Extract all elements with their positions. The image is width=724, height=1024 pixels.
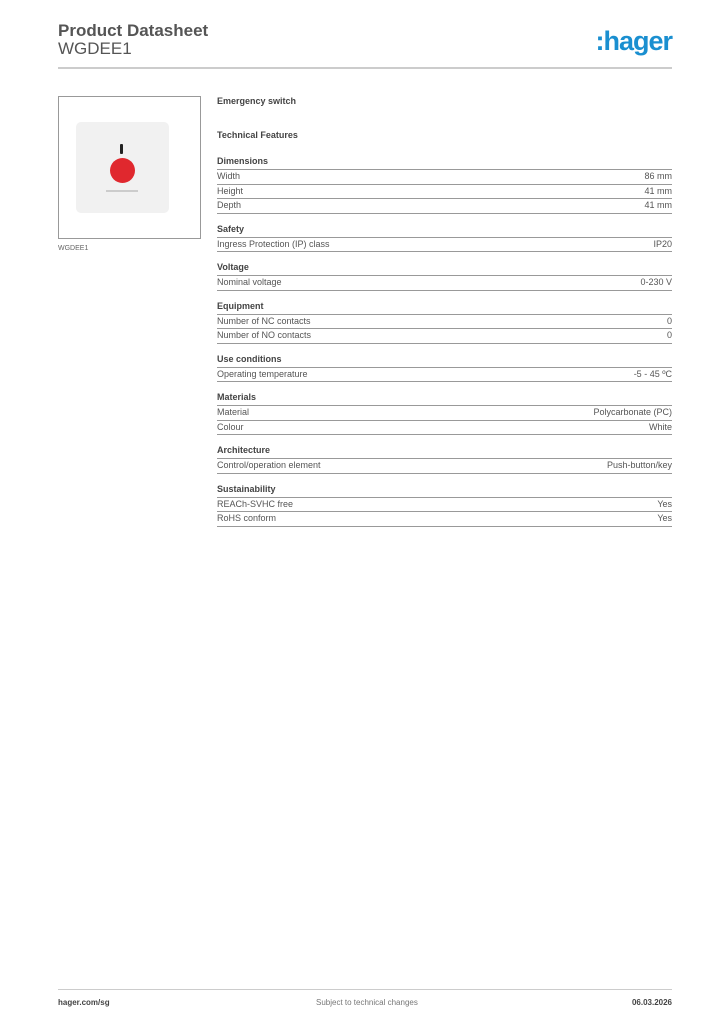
spec-label: Number of NO contacts bbox=[217, 330, 312, 340]
spec-label: REACh-SVHC free bbox=[217, 498, 294, 509]
spec-label: Operating temperature bbox=[217, 368, 308, 379]
spec-value: 86 mm bbox=[644, 171, 672, 181]
section-title: Safety bbox=[217, 223, 672, 238]
spec-value: 0 bbox=[666, 330, 672, 340]
spec-value: IP20 bbox=[653, 238, 672, 249]
section-title: Equipment bbox=[217, 300, 672, 315]
spec-label: Control/operation element bbox=[217, 460, 321, 470]
spec-label: Depth bbox=[217, 200, 242, 210]
header-divider bbox=[58, 67, 672, 69]
section-title: Use conditions bbox=[217, 353, 672, 368]
product-name: Emergency switch bbox=[217, 96, 297, 106]
spec-label: Ingress Protection (IP) class bbox=[217, 238, 330, 249]
key-icon bbox=[120, 144, 123, 154]
section-title: Architecture bbox=[217, 444, 672, 459]
section-title: Sustainability bbox=[217, 483, 672, 498]
spec-label: Colour bbox=[217, 421, 244, 432]
page-title: Product Datasheet bbox=[58, 21, 209, 40]
spec-value: Yes bbox=[657, 498, 672, 509]
spec-value: -5 - 45 ºC bbox=[633, 368, 672, 379]
spec-row bbox=[217, 170, 672, 185]
spec-label: Height bbox=[217, 185, 244, 196]
footer-website[interactable]: hager.com/sg bbox=[58, 998, 110, 1007]
spec-row bbox=[217, 421, 672, 436]
footer-notice: Subject to technical changes bbox=[316, 998, 418, 1007]
footer-date: 06.03.2026 bbox=[631, 998, 672, 1007]
red-button bbox=[110, 158, 135, 183]
hager-logo: :hager bbox=[595, 26, 672, 56]
spec-row bbox=[217, 498, 672, 513]
section-title: Materials bbox=[217, 391, 672, 406]
spec-row bbox=[217, 368, 672, 383]
spec-row bbox=[217, 315, 672, 330]
plate-label bbox=[106, 190, 138, 192]
spec-row bbox=[217, 276, 672, 291]
spec-row bbox=[217, 512, 672, 527]
spec-value: White bbox=[648, 421, 672, 432]
spec-value: 0-230 V bbox=[640, 277, 672, 287]
product-code: WGDEE1 bbox=[58, 39, 132, 58]
spec-row bbox=[217, 329, 672, 344]
spec-row bbox=[217, 406, 672, 421]
section-title: Dimensions bbox=[217, 155, 672, 170]
spec-value: Push-button/key bbox=[606, 460, 672, 470]
section-title: Voltage bbox=[217, 261, 672, 276]
spec-row bbox=[217, 199, 672, 214]
spec-value: 0 bbox=[666, 315, 672, 326]
features-content bbox=[217, 96, 672, 536]
section-voltage bbox=[217, 261, 672, 291]
spec-value: 41 mm bbox=[644, 185, 672, 196]
spec-row bbox=[217, 459, 672, 474]
switch-plate bbox=[76, 122, 169, 213]
spec-label: Nominal voltage bbox=[217, 277, 282, 287]
section-safety bbox=[217, 223, 672, 253]
product-image bbox=[58, 96, 201, 239]
footer-divider bbox=[58, 989, 672, 990]
section-sustainability bbox=[217, 483, 672, 527]
spec-label: RoHS conform bbox=[217, 513, 277, 523]
section-equipment bbox=[217, 300, 672, 344]
features-title: Technical Features bbox=[217, 130, 298, 140]
spec-label: Width bbox=[217, 171, 241, 181]
spec-value: Polycarbonate (PC) bbox=[593, 407, 672, 417]
spec-value: Yes bbox=[657, 513, 672, 523]
section-materials bbox=[217, 391, 672, 435]
spec-row bbox=[217, 238, 672, 253]
spec-value: 41 mm bbox=[644, 200, 672, 210]
section-dimensions bbox=[217, 155, 672, 214]
section-architecture bbox=[217, 444, 672, 474]
spec-label: Material bbox=[217, 407, 250, 417]
spec-label: Number of NC contacts bbox=[217, 315, 311, 326]
section-use-conditions bbox=[217, 353, 672, 383]
image-caption: WGDEE1 bbox=[58, 245, 89, 252]
spec-row bbox=[217, 185, 672, 200]
